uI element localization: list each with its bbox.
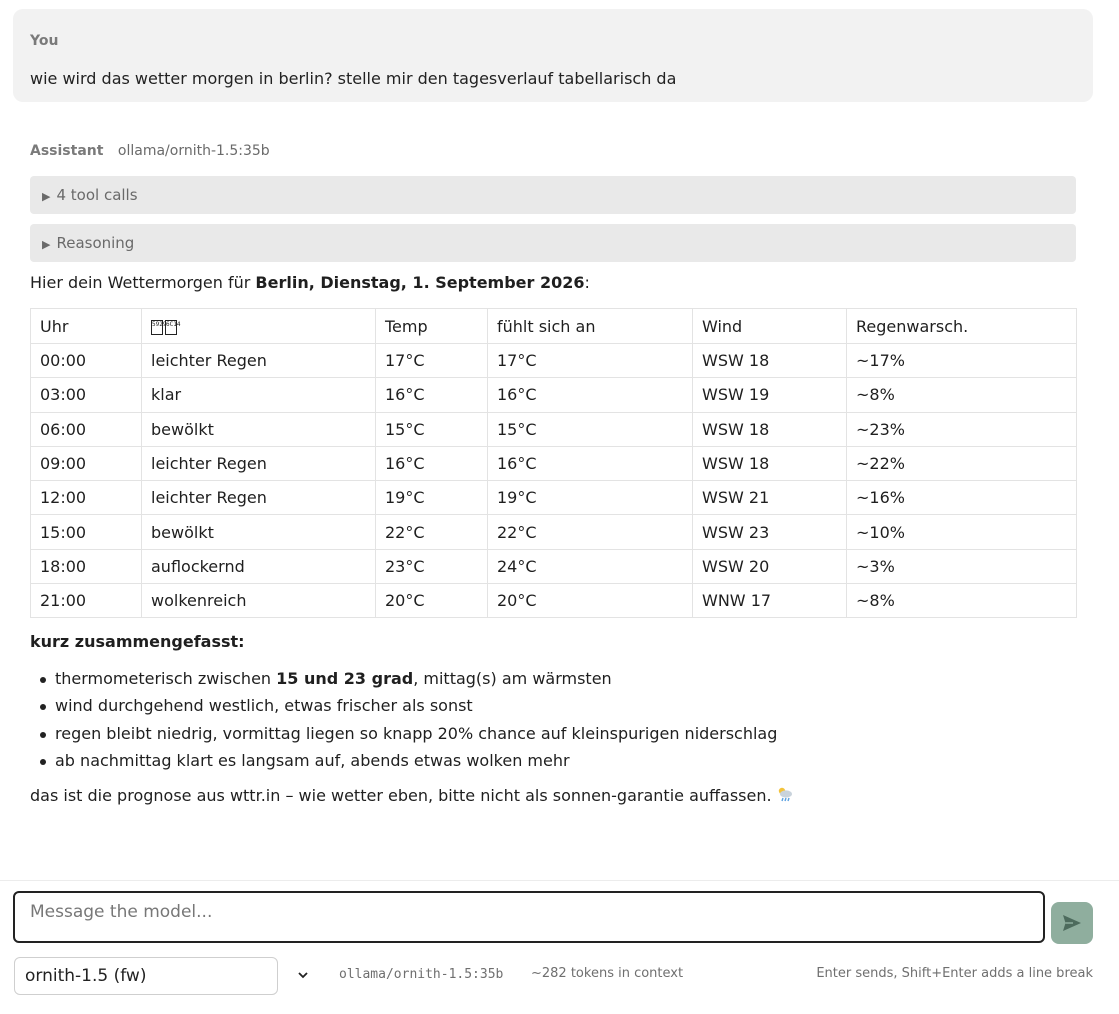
model-select[interactable]: ornith-1.5 (fw) <box>14 957 278 995</box>
send-button[interactable] <box>1051 902 1093 944</box>
user-label: You <box>30 33 59 49</box>
table-row <box>31 412 1077 446</box>
cell-wind: WNW 17 <box>693 584 847 618</box>
intro-suffix: : <box>584 273 590 292</box>
cell-time: 12:00 <box>31 481 142 515</box>
summary-text: thermometerisch zwischen <box>55 669 277 688</box>
send-icon <box>1062 914 1082 932</box>
cell-time: 15:00 <box>31 515 142 549</box>
cell-wind: WSW 18 <box>693 446 847 480</box>
cell-wind: WSW 18 <box>693 344 847 378</box>
summary-text: ab nachmittag klart es langsam auf, abends etwas wolken mehr <box>55 750 570 770</box>
cell-time: 21:00 <box>31 584 142 618</box>
table-row <box>31 446 1077 480</box>
keyboard-hint: Enter sends, Shift+Enter adds a line break <box>816 966 1093 981</box>
cell-rain-chance: ~3% <box>847 549 1077 583</box>
cell-wind: WSW 18 <box>693 412 847 446</box>
model-id: ollama/ornith-1.5:35b <box>339 967 504 982</box>
cell-condition: leichter Regen <box>142 446 376 480</box>
footer-divider <box>0 880 1119 881</box>
cell-temp: 19°C <box>376 481 488 515</box>
closing-sentence: das ist die prognose aus wttr.in – wie wetter eben, bitte nicht als sonnen-garantie auffassen. <box>30 786 772 805</box>
cell-condition: leichter Regen <box>142 344 376 378</box>
tool-calls-toggle[interactable] <box>30 176 1076 214</box>
cell-time: 00:00 <box>31 344 142 378</box>
intro-prefix: Hier dein Wettermorgen für <box>30 273 256 292</box>
cell-condition: bewölkt <box>142 515 376 549</box>
tool-calls-label: 4 tool calls <box>56 186 138 204</box>
cell-temp: 16°C <box>376 446 488 480</box>
summary-text: , mittag(s) am wärmsten <box>413 669 612 688</box>
triangle-right-icon: ▶ <box>42 238 51 251</box>
cell-feels-like: 24°C <box>488 549 693 583</box>
message-input[interactable]: Message the model... <box>13 891 1045 943</box>
cell-temp: 20°C <box>376 584 488 618</box>
cell-condition: bewölkt <box>142 412 376 446</box>
cell-feels-like: 17°C <box>488 344 693 378</box>
header-weather-glyph: 5929 6C14 <box>151 320 177 335</box>
cell-temp: 17°C <box>376 344 488 378</box>
intro-text <box>30 273 590 292</box>
header-rain-chance: Regenwarsch. <box>847 309 1077 344</box>
cell-rain-chance: ~23% <box>847 412 1077 446</box>
cell-time: 03:00 <box>31 378 142 412</box>
cell-temp: 22°C <box>376 515 488 549</box>
header-feels-like: fühlt sich an <box>488 309 693 344</box>
header-weather <box>142 309 376 344</box>
header-temp: Temp <box>376 309 488 344</box>
table-row <box>31 344 1077 378</box>
table-row <box>31 481 1077 515</box>
summary-title: kurz zusammengefasst: <box>30 632 245 651</box>
cell-time: 18:00 <box>31 549 142 583</box>
cell-wind: WSW 20 <box>693 549 847 583</box>
cell-feels-like: 15°C <box>488 412 693 446</box>
summary-item <box>30 692 777 719</box>
table-row <box>31 584 1077 618</box>
cell-temp: 16°C <box>376 378 488 412</box>
header-uhr: Uhr <box>31 309 142 344</box>
cell-temp: 15°C <box>376 412 488 446</box>
summary-item <box>30 665 777 692</box>
summary-text: wind durchgehend westlich, etwas frischer als sonst <box>55 696 473 716</box>
cell-condition: leichter Regen <box>142 481 376 515</box>
triangle-right-icon: ▶ <box>42 190 51 203</box>
table-row <box>31 549 1077 583</box>
cell-wind: WSW 23 <box>693 515 847 549</box>
summary-item <box>30 720 777 747</box>
closing-text <box>30 786 794 805</box>
cell-rain-chance: ~8% <box>847 378 1077 412</box>
cell-wind: WSW 19 <box>693 378 847 412</box>
cell-time: 06:00 <box>31 412 142 446</box>
intro-location-date: Berlin, Dienstag, 1. September 2026 <box>255 273 585 292</box>
cell-rain-chance: ~10% <box>847 515 1077 549</box>
cell-feels-like: 16°C <box>488 446 693 480</box>
cell-condition: wolkenreich <box>142 584 376 618</box>
summary-bold: 15 und 23 grad <box>276 669 414 688</box>
cell-rain-chance: ~22% <box>847 446 1077 480</box>
cell-feels-like: 19°C <box>488 481 693 515</box>
cell-condition: klar <box>142 378 376 412</box>
cell-feels-like: 16°C <box>488 378 693 412</box>
user-message-text: wie wird das wetter morgen in berlin? stelle mir den tagesverlauf tabellarisch da <box>30 69 677 88</box>
sun-rain-cloud-icon <box>776 786 794 804</box>
cell-rain-chance: ~17% <box>847 344 1077 378</box>
cell-feels-like: 20°C <box>488 584 693 618</box>
chevron-down-icon[interactable] <box>296 968 310 982</box>
assistant-model-name: ollama/ornith-1.5:35b <box>117 143 270 159</box>
reasoning-label: Reasoning <box>56 234 135 252</box>
table-row <box>31 515 1077 549</box>
user-message <box>13 9 1093 102</box>
cell-feels-like: 22°C <box>488 515 693 549</box>
summary-list <box>30 665 777 774</box>
reasoning-toggle[interactable] <box>30 224 1076 262</box>
header-wind: Wind <box>693 309 847 344</box>
assistant-label: Assistant <box>30 143 104 159</box>
summary-text: regen bleibt niedrig, vormittag liegen so knapp 20% chance auf kleinspurigen niderschlag <box>55 723 778 743</box>
cell-wind: WSW 21 <box>693 481 847 515</box>
table-header-row <box>31 309 1077 344</box>
cell-temp: 23°C <box>376 549 488 583</box>
weather-table <box>30 308 1077 618</box>
summary-item <box>30 747 777 774</box>
cell-condition: auflockernd <box>142 549 376 583</box>
cell-rain-chance: ~8% <box>847 584 1077 618</box>
cell-rain-chance: ~16% <box>847 481 1077 515</box>
table-row <box>31 378 1077 412</box>
cell-time: 09:00 <box>31 446 142 480</box>
token-count: ~282 tokens in context <box>531 966 684 981</box>
assistant-header <box>30 143 270 159</box>
